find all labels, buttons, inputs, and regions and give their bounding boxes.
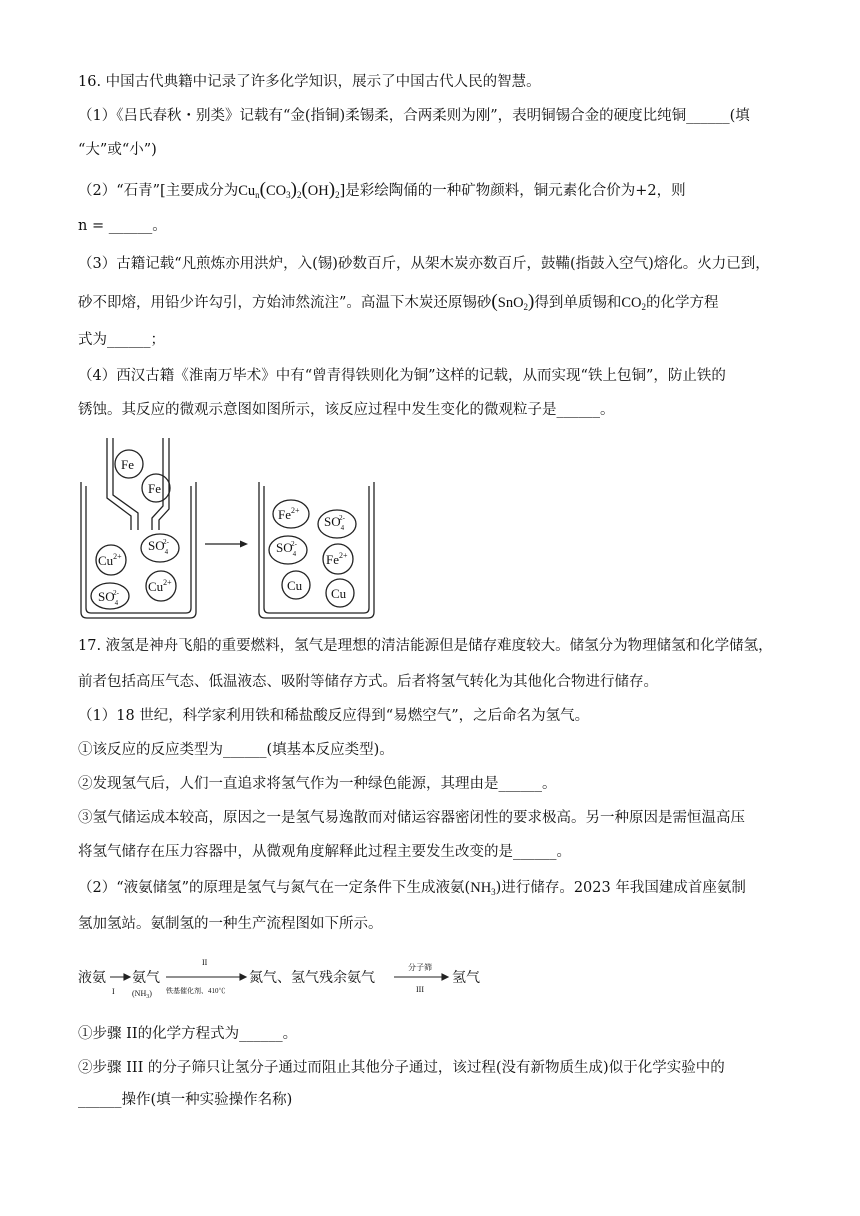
q17-item3-line1: ③氢气储运成本较高，原因之一是氢气易逸散而对储运容器密闭性的要求极高。另一种原因是需恒温高压	[78, 810, 745, 826]
q17-part2-text-b: )进行储存。2023 年我国建成首座氨制	[495, 880, 746, 896]
flow-nh3-label: $(NH_3)$	[132, 989, 152, 1000]
label-cu-b: Cu	[331, 586, 347, 601]
label-fe2-b: $Fe^{2+}$	[326, 551, 348, 567]
q17-question2-line2: ______操作(填一种实验操作名称)	[78, 1092, 293, 1108]
q16-part3-line2	[78, 292, 719, 317]
label-fe-1: Fe	[121, 457, 134, 472]
formula-co2: $CO_2$	[621, 295, 647, 312]
funnel-left-inner	[113, 438, 138, 530]
q17-item3-line2: 将氢气储存在压力容器中，从微观角度解释此过程主要发生改变的是______。	[78, 844, 571, 860]
q17-stem-line2: 前者包括高压气态、低温液态、吸附等储存方式。后者将氢气转化为其他化合物进行储存。	[78, 674, 658, 690]
q16-part1-line2: “大”或“小”)	[78, 142, 157, 158]
formula-sno2: (SnO$_2$)	[491, 291, 535, 312]
flow-step2: II	[202, 958, 208, 967]
q16-part4-line1: （4）西汉古籍《淮南万毕术》中有“曾青得铁则化为铜”这样的记载，从而实现“铁上包铜”，防止铁的	[78, 368, 726, 384]
q16-part2-text-b: ]是彩绘陶俑的一种矿物颜料，铜元素化合价为+2，则	[339, 183, 686, 199]
q16-part4-line2: 锈蚀。其反应的微观示意图如图所示，该反应过程中发生变化的微观粒子是______。	[78, 402, 615, 418]
q16-part3-line3: 式为______；	[78, 332, 165, 348]
q16-part3-line1: （3）古籍记载“凡煎炼亦用洪炉，入(锡)砂数百斤，从架木炭亦数百斤，鼓鞴(指鼓入空气)熔化。火力已到，	[78, 256, 770, 272]
q16-part3-text-b: 砂不即熔，用铅少许勾引，方始沛然流注”。高温下木炭还原锡砂	[78, 295, 492, 311]
q17-part2-line2: 氢加氢站。氨制氢的一种生产流程图如下所示。	[78, 916, 383, 932]
reaction-diagram	[78, 438, 498, 622]
q17-stem-line1: 17. 液氢是神舟飞船的重要燃料，氢气是理想的清洁能源但是储存难度较大。储氢分为物理储氢和化学储氢，	[78, 638, 773, 654]
q17-item2: ②发现氢气后，人们一直追求将氢气作为一种绿色能源，其理由是______。	[78, 776, 557, 792]
funnel-left-outer	[107, 438, 131, 530]
flow-step1: I	[112, 987, 115, 996]
label-cu2-a: $Cu^{2+}$	[98, 552, 122, 568]
process-flow	[78, 955, 498, 1001]
label-so4-b: $SO_42-$	[98, 589, 119, 607]
q17-part1: （1）18 世纪，科学家利用铁和稀盐酸反应得到“易燃空气”，之后命名为氢气。	[78, 708, 590, 724]
formula-nh3: $NH_3$	[470, 880, 496, 897]
label-so4-c: $SO_42-$	[324, 514, 345, 532]
q16-part2-line2: n = ______。	[78, 218, 167, 234]
q16-stem: 16. 中国古代典籍中记录了许多化学知识，展示了中国古代人民的智慧。	[78, 74, 541, 90]
q16-part1-line1: （1）《吕氏春秋・别类》记载有“金(指铜)柔锡柔，合两柔则为刚”，表明铜锡合金的硬度比纯铜______(填	[78, 108, 750, 124]
formula-cun-co3-oh: $Cu_n(CO_3)_2(OH)_2$	[238, 179, 340, 200]
flow-arrowhead-3-icon	[442, 974, 448, 980]
flow-hydrogen: 氢气	[452, 971, 480, 986]
q17-item1: ①该反应的反应类型为______(填基本反应类型)。	[78, 742, 394, 758]
q17-part2-line1	[78, 878, 746, 902]
q16-part2-line1	[78, 180, 686, 205]
flow-sieve: 分子筛	[408, 963, 432, 972]
flow-ammonia-gas: 氨气	[132, 971, 160, 986]
flow-step3: III	[416, 985, 424, 994]
flow-arrowhead-1-icon	[124, 974, 130, 980]
arrow-head-icon	[240, 541, 248, 548]
q17-part2-text-a: （2）“液氨储氢”的原理是氢气与氮气在一定条件下生成液氨(	[78, 880, 471, 896]
label-fe2-a: $Fe^{2+}$	[278, 506, 300, 522]
q17-question2-line1: ②步骤 III 的分子筛只让氢分子通过而阻止其他分子通过，该过程(没有新物质生成)似于化学实验中的	[78, 1060, 725, 1076]
flow-liquid-ammonia: 液氨	[78, 971, 106, 986]
q16-part2-text-a: （2）“石青”[主要成分为	[78, 183, 239, 199]
flow-products: 氮气、氢气残余氨气	[249, 971, 375, 986]
q17-question1: ①步骤 II的化学方程式为______。	[78, 1026, 298, 1042]
q16-part3-text-c: 得到单质锡和	[534, 295, 622, 311]
label-cu-a: Cu	[287, 578, 303, 593]
q16-part3-text-d: 的化学方程	[646, 295, 719, 311]
label-so4-d: $SO_42-$	[276, 540, 297, 558]
flow-arrowhead-2-icon	[240, 974, 246, 980]
label-so4-a: $SO_42-$	[148, 538, 169, 556]
label-fe-2: Fe	[148, 481, 161, 496]
flow-catalyst: 铁基催化剂、410℃	[166, 987, 226, 995]
label-cu2-b: $Cu^{2+}$	[148, 578, 172, 594]
